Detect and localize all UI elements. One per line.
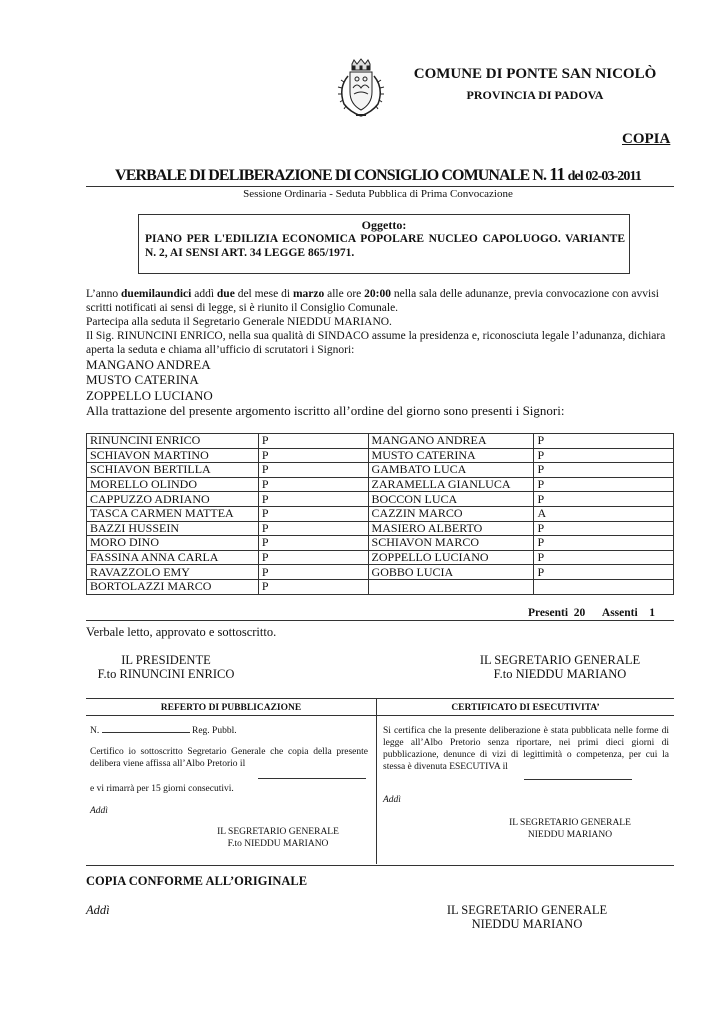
table-row <box>87 521 674 536</box>
member-status: A <box>534 506 674 521</box>
title-divider <box>86 186 674 187</box>
referto-rimarra: e vi rimarrà per 15 giorni consecutivi. <box>90 784 234 794</box>
member-name: MORO DINO <box>87 536 259 551</box>
table-row <box>87 579 674 594</box>
publication-box-divider <box>376 698 377 864</box>
approval-text: Verbale letto, approvato e sottoscritto. <box>86 625 277 639</box>
totals-divider <box>86 620 674 621</box>
comune-name: COMUNE DI PONTE SAN NICOLÒ <box>413 66 657 82</box>
member-name: RINUNCINI ENRICO <box>87 434 259 449</box>
member-name: SCHIAVON MARTINO <box>87 448 259 463</box>
referto-date-blank <box>258 778 366 779</box>
table-row <box>87 506 674 521</box>
member-status: P <box>258 536 368 551</box>
member-name: BAZZI HUSSEIN <box>87 521 259 536</box>
referto-title: REFERTO DI PUBBLICAZIONE <box>160 703 302 713</box>
member-name: ZOPPELLO LUCIANO <box>368 550 534 565</box>
present-intro: Alla trattazione del presente argomento iscritto all’ordine del giorno sono presenti i Signori: <box>86 403 565 418</box>
segretario-name: F.to NIEDDU MARIANO <box>493 667 627 681</box>
conforme-sig-name: NIEDDU MARIANO <box>471 917 583 931</box>
scrutatore-2: MUSTO CATERINA <box>86 372 199 387</box>
certificato-sig-title: IL SEGRETARIO GENERALE <box>509 818 631 828</box>
member-name: BOCCON LUCA <box>368 492 534 507</box>
member-name: MUSTO CATERINA <box>368 448 534 463</box>
referto-text: Certifico io sottoscritto Segretario Generale che copia della presente delibera viene affissa all’Albo Pretorio il <box>90 747 368 769</box>
member-name <box>368 579 534 594</box>
member-status: P <box>534 448 674 463</box>
subject-label: Oggetto: <box>361 218 407 232</box>
table-row <box>87 565 674 580</box>
member-name: FASSINA ANNA CARLA <box>87 550 259 565</box>
member-status: P <box>534 434 674 449</box>
member-status: P <box>534 521 674 536</box>
member-name: SCHIAVON BERTILLA <box>87 463 259 478</box>
copia-conforme-title: COPIA CONFORME ALL’ORIGINALE <box>86 874 308 888</box>
member-status: P <box>258 521 368 536</box>
member-status: P <box>534 565 674 580</box>
member-status: P <box>534 477 674 492</box>
conforme-addi: Addì <box>86 903 110 917</box>
referto-number: N. Reg. Pubbl. <box>90 726 237 736</box>
provincia-name: PROVINCIA DI PADOVA <box>466 88 604 102</box>
member-name: CAZZIN MARCO <box>368 506 534 521</box>
scrutatore-1: MANGANO ANDREA <box>86 357 211 372</box>
municipal-crest-logo <box>330 58 392 120</box>
member-status: P <box>258 463 368 478</box>
member-status: P <box>258 550 368 565</box>
table-row <box>87 448 674 463</box>
member-status: P <box>534 463 674 478</box>
table-row <box>87 434 674 449</box>
table-row <box>87 463 674 478</box>
attendance-totals: Presenti 20 Assenti 1 <box>528 607 655 619</box>
member-status: P <box>258 579 368 594</box>
member-name: SCHIAVON MARCO <box>368 536 534 551</box>
certificato-text: Si certifica che la presente deliberazione è stata pubblicata nelle forme di legge all’Albo Pretorio senza riportare, nei primi dieci giorni di pubblicazione, denunce di vizi di legittimità o competenza, per cui la stessa è divenuta ESECUTIVA il <box>383 726 669 772</box>
title-main: VERBALE DI DELIBERAZIONE DI CONSIGLIO COMUNALE N. <box>115 167 547 184</box>
table-row <box>87 477 674 492</box>
table-row <box>87 492 674 507</box>
president-paragraph: Il Sig. RINUNCINI ENRICO, nella sua qualità di SINDACO assume la presidenza e, riconosciuta legale l’adunanza, dichiara aperta la seduta e chiama all’ufficio di scrutatori i Signori: <box>86 330 666 356</box>
member-name: MASIERO ALBERTO <box>368 521 534 536</box>
segretario-title: IL SEGRETARIO GENERALE <box>479 653 641 667</box>
member-status: P <box>534 550 674 565</box>
certificato-title: CERTIFICATO DI ESECUTIVITA’ <box>451 703 600 713</box>
attendance-table <box>86 433 674 595</box>
opening-paragraph: L’anno duemilaundici addì due del mese di marzo alle ore 20:00 nella sala delle adunanze, previa convocazione con avvisi scritti notificati ai sensi di legge, si è riunito il Consiglio Comunale. <box>86 288 659 314</box>
member-status: P <box>258 506 368 521</box>
certificato-addi: Addì <box>383 795 401 805</box>
member-name: MORELLO OLINDO <box>87 477 259 492</box>
scrutatore-3: ZOPPELLO LUCIANO <box>86 388 213 403</box>
publication-header-line <box>86 715 674 716</box>
deliberation-number: 11 <box>549 164 565 184</box>
presidente-name: F.to RINUNCINI ENRICO <box>97 667 235 681</box>
member-name: GAMBATO LUCA <box>368 463 534 478</box>
member-status: P <box>534 536 674 551</box>
member-status: P <box>258 434 368 449</box>
referto-sig-name: F.to NIEDDU MARIANO <box>227 839 329 849</box>
member-name: GOBBO LUCIA <box>368 565 534 580</box>
referto-addi: Addì <box>90 806 108 816</box>
member-status: P <box>258 565 368 580</box>
document-title <box>80 164 676 185</box>
deliberation-date: del 02-03-2011 <box>567 169 641 184</box>
member-name: RAVAZZOLO EMY <box>87 565 259 580</box>
member-status: P <box>534 492 674 507</box>
referto-sig-title: IL SEGRETARIO GENERALE <box>217 827 339 837</box>
certificato-sig-name: NIEDDU MARIANO <box>527 830 613 840</box>
session-info: Sessione Ordinaria - Seduta Pubblica di Prima Convocazione <box>243 188 513 200</box>
certificato-date-blank <box>524 779 632 780</box>
table-row <box>87 550 674 565</box>
member-name: MANGANO ANDREA <box>368 434 534 449</box>
member-name: ZARAMELLA GIANLUCA <box>368 477 534 492</box>
member-status: P <box>258 448 368 463</box>
member-status: P <box>258 492 368 507</box>
member-name: CAPPUZZO ADRIANO <box>87 492 259 507</box>
copia-label: COPIA <box>622 131 671 147</box>
member-name: TASCA CARMEN MATTEA <box>87 506 259 521</box>
member-name: BORTOLAZZI MARCO <box>87 579 259 594</box>
table-row <box>87 536 674 551</box>
member-status <box>534 579 674 594</box>
member-status: P <box>258 477 368 492</box>
secretary-paragraph: Partecipa alla seduta il Segretario Generale NIEDDU MARIANO. <box>86 316 392 328</box>
presidente-title: IL PRESIDENTE <box>121 653 211 667</box>
conforme-sig-title: IL SEGRETARIO GENERALE <box>446 903 608 917</box>
subject-text: PIANO PER L'EDILIZIA ECONOMICA POPOLARE NUCLEO CAPOLUOGO. VARIANTE N. 2, AI SENSI ART. 34 LEGGE 865/1971. <box>145 233 625 259</box>
